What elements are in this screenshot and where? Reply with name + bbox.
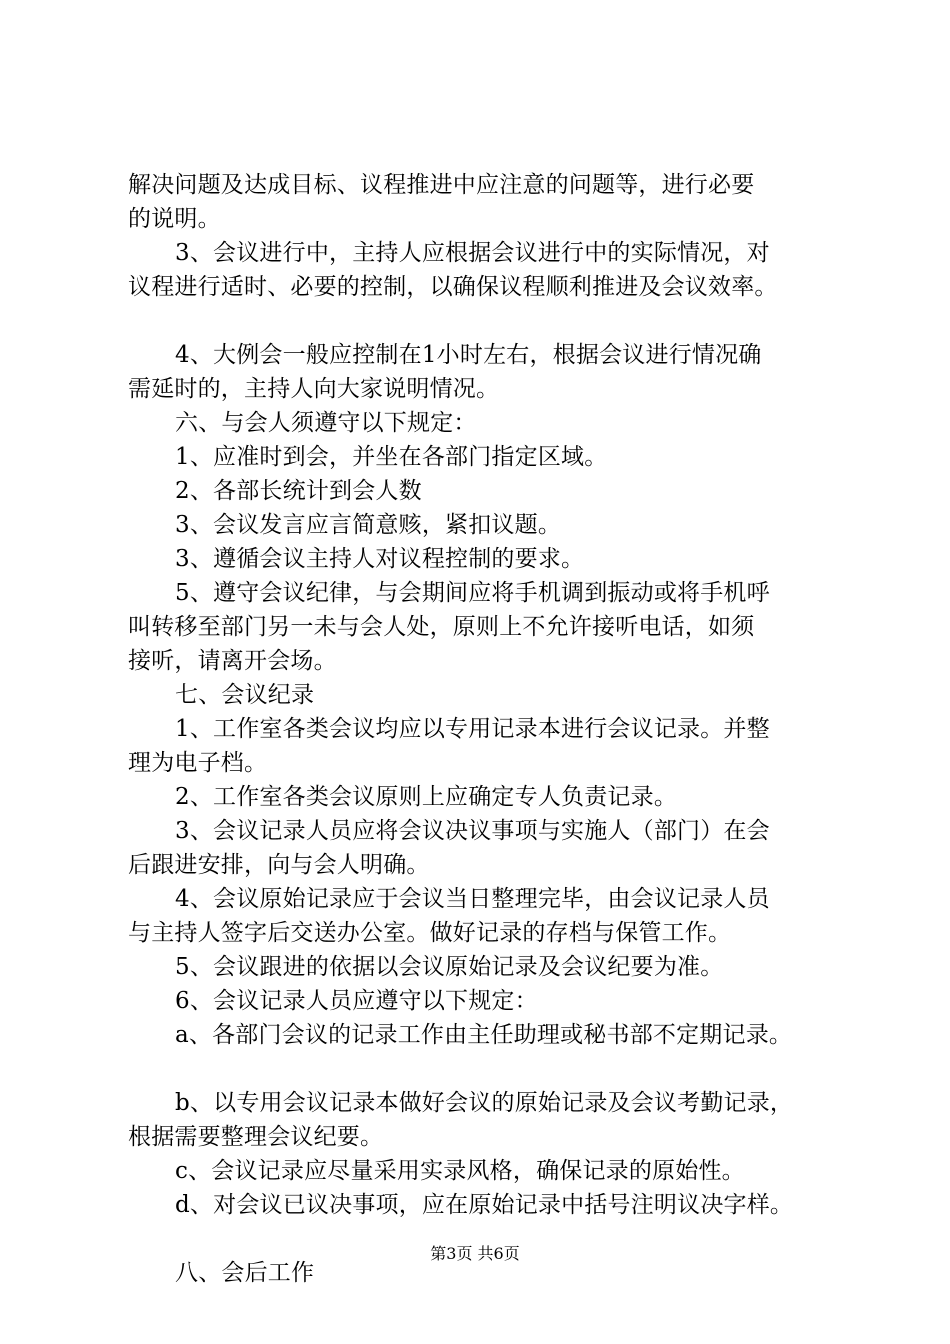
- text-line: 3、会议进行中，主持人应根据会议进行中的实际情况，对: [175, 240, 770, 266]
- text-line: 2、各部长统计到会人数: [175, 478, 422, 504]
- text-line: 3、会议发言应言简意赅，紧扣议题。: [175, 512, 562, 538]
- text-line: 后跟进安排，向与会人明确。: [128, 852, 430, 878]
- text-line: 理为电子档。: [128, 750, 268, 776]
- section-heading: 八、会后工作: [175, 1260, 315, 1286]
- text-line: 3、遵循会议主持人对议程控制的要求。: [175, 546, 585, 572]
- paragraph-gap: [128, 304, 842, 338]
- text-line: 叫转移至部门另一未与会人处，原则上不允许接听电话，如须: [128, 614, 755, 640]
- text-line: 2、工作室各类会议原则上应确定专人负责记录。: [175, 784, 678, 810]
- text-line: 需延时的，主持人向大家说明情况。: [128, 376, 500, 402]
- text-line: 5、会议跟进的依据以会议原始记录及会议纪要为准。: [175, 954, 724, 980]
- section-heading: 七、会议纪录: [175, 682, 315, 708]
- text-line: 根据需要整理会议纪要。: [128, 1124, 384, 1150]
- text-line: d、对会议已议决事项，应在原始记录中括号注明议决字样。: [175, 1192, 794, 1218]
- text-line: 议程进行适时、必要的控制，以确保议程顺利推进及会议效率。: [128, 274, 778, 300]
- text-line: b、以专用会议记录本做好会议的原始记录及会议考勤记录，: [175, 1090, 794, 1116]
- text-line: c、会议记录应尽量采用实录风格，确保记录的原始性。: [175, 1158, 745, 1184]
- text-line: 6、会议记录人员应遵守以下规定：: [175, 988, 538, 1014]
- text-line: 的说明。: [128, 206, 221, 232]
- section-heading: 六、与会人须遵守以下规定：: [175, 410, 477, 436]
- page-footer: 第3页 共6页: [430, 1244, 520, 1263]
- text-line: 1、应准时到会，并坐在各部门指定区域。: [175, 444, 608, 470]
- text-line: 接听，请离开会场。: [128, 648, 337, 674]
- text-line: 4、会议原始记录应于会议当日整理完毕，由会议记录人员: [175, 886, 770, 912]
- text-line: 解决问题及达成目标、议程推进中应注意的问题等，进行必要: [128, 172, 755, 198]
- paragraph-gap: [128, 1052, 842, 1086]
- text-line: 3、会议记录人员应将会议决议事项与实施人（部门）在会: [175, 818, 770, 844]
- document-body: [128, 168, 842, 1290]
- text-line: 1、工作室各类会议均应以专用记录本进行会议记录。并整: [175, 716, 770, 742]
- text-line: 4、大例会一般应控制在1小时左右，根据会议进行情况确: [175, 342, 762, 368]
- text-line: a、各部门会议的记录工作由主任助理或秘书部不定期记录。: [175, 1022, 793, 1048]
- text-line: 与主持人签字后交送办公室。做好记录的存档与保管工作。: [128, 920, 732, 946]
- text-line: 5、遵守会议纪律，与会期间应将手机调到振动或将手机呼: [175, 580, 770, 606]
